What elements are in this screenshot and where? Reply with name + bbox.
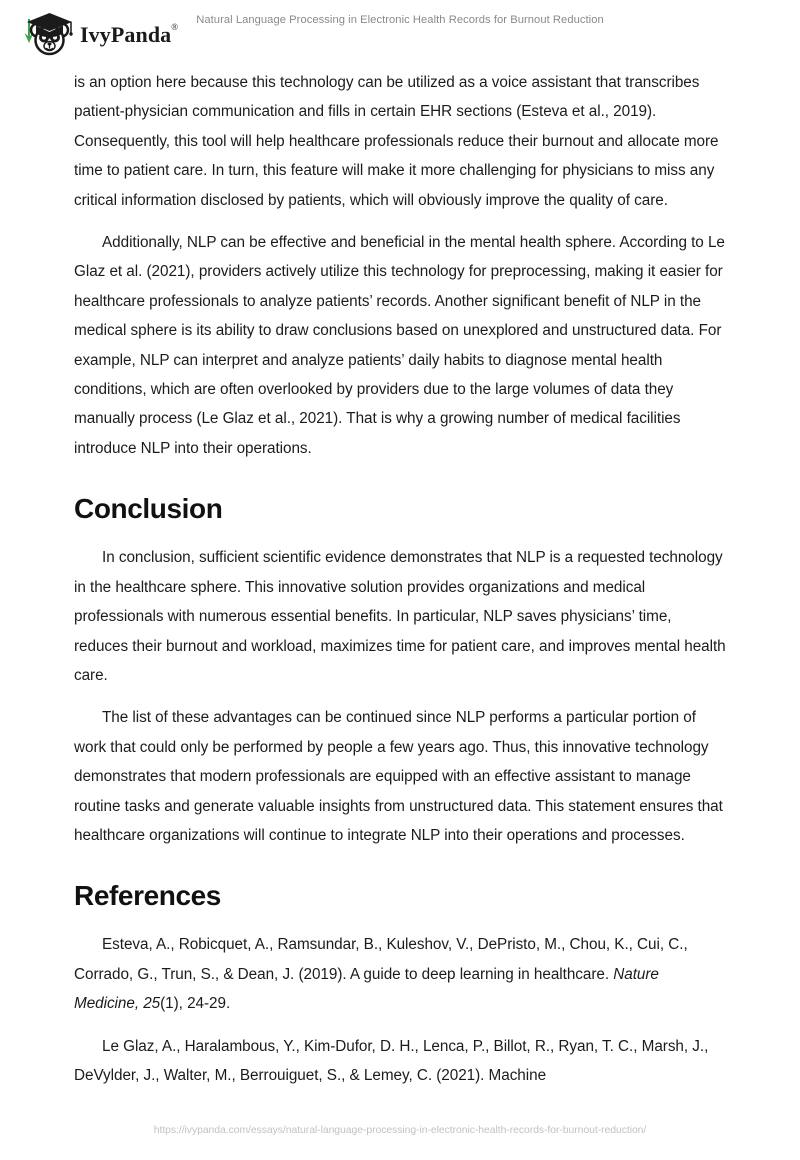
footer-source-url[interactable]: https://ivypanda.com/essays/natural-language-processing-in-electronic-health-records-for-burnout-reduction/ xyxy=(153,1125,647,1136)
document-body xyxy=(74,68,726,1090)
paragraph-mental-health: Additionally, NLP can be effective and beneficial in the mental health sphere. According to Le Glaz et al. (2021), providers actively utilize this technology for preprocessing, making it easier for healthcare professionals to analyze patients’ records. Another significant benefit of NLP in the medical sphere is its ability to draw conclusions based on unexplored and unstructured data. For example, NLP can interpret and analyze patients’ daily habits to diagnose mental health conditions, which are often overlooked by providers due to the large volumes of data they manually process (Le Glaz et al., 2021). That is why a growing number of medical facilities introduce NLP into their operations. xyxy=(74,234,725,457)
page-header xyxy=(0,0,800,62)
registered-trademark-icon: ® xyxy=(171,21,179,32)
heading-references: References xyxy=(74,880,221,912)
wordmark-text: IvyPanda xyxy=(80,22,172,47)
paragraph-conclusion-1: In conclusion, sufficient scientific evidence demonstrates that NLP is a requested technology in the healthcare sphere. This innovative solution provides organizations and medical professionals with numerous essential benefits. In particular, NLP saves physicians’ time, reduces their burnout and workload, maximizes time for patient care, and improves mental health care. xyxy=(74,549,726,684)
paragraph-conclusion-2: The list of these advantages can be continued since NLP performs a particular portion of work that could only be performed by people a few years ago. Thus, this innovative technology demonstrates that modern professionals are equipped with an effective assistant to manage routine tasks and generate valuable insights from unstructured data. This statement ensures that healthcare organizations will continue to integrate NLP into their operations and processes. xyxy=(74,709,723,844)
reference-pages: (1), 24-29. xyxy=(160,995,231,1013)
heading-conclusion: Conclusion xyxy=(74,493,223,525)
paragraph-voice-assistant: is an option here because this technology can be utilized as a voice assistant that transcribes patient-physician communication and fills in certain EHR sections (Esteva et al., 2019). Consequently, this tool will help healthcare professionals reduce their burnout and allocate more time to patient care. In turn, this feature will make it more challenging for physicians to miss any critical information disclosed by patients, which will obviously improve the quality of care. xyxy=(74,74,719,209)
ivypanda-wordmark xyxy=(80,21,179,47)
reference-entry-leglaz xyxy=(74,1032,726,1091)
reference-entry-esteva xyxy=(74,930,726,1018)
reference-journal: Nature Medicine, 25 xyxy=(74,965,659,1013)
page-footer xyxy=(0,1120,800,1138)
reference-authors-title: Esteva, A., Robicquet, A., Ramsundar, B., Kuleshov, V., DePristo, M., Chou, K., Cui, C., Corrado, G., Trun, S., & Dean, J. (2019). A guide to deep learning in healthcare. xyxy=(74,936,688,983)
running-head-title: Natural Language Processing in Electronic Health Records for Burnout Reduction xyxy=(196,14,604,26)
reference-authors-title: Le Glaz, A., Haralambous, Y., Kim-Dufor, D. H., Lenca, P., Billot, R., Ryan, T. C., Marsh, J., DeVylder, J., Walter, M., Berrouiguet, S., & Lemey, C. (2021). Machine xyxy=(74,1037,709,1084)
